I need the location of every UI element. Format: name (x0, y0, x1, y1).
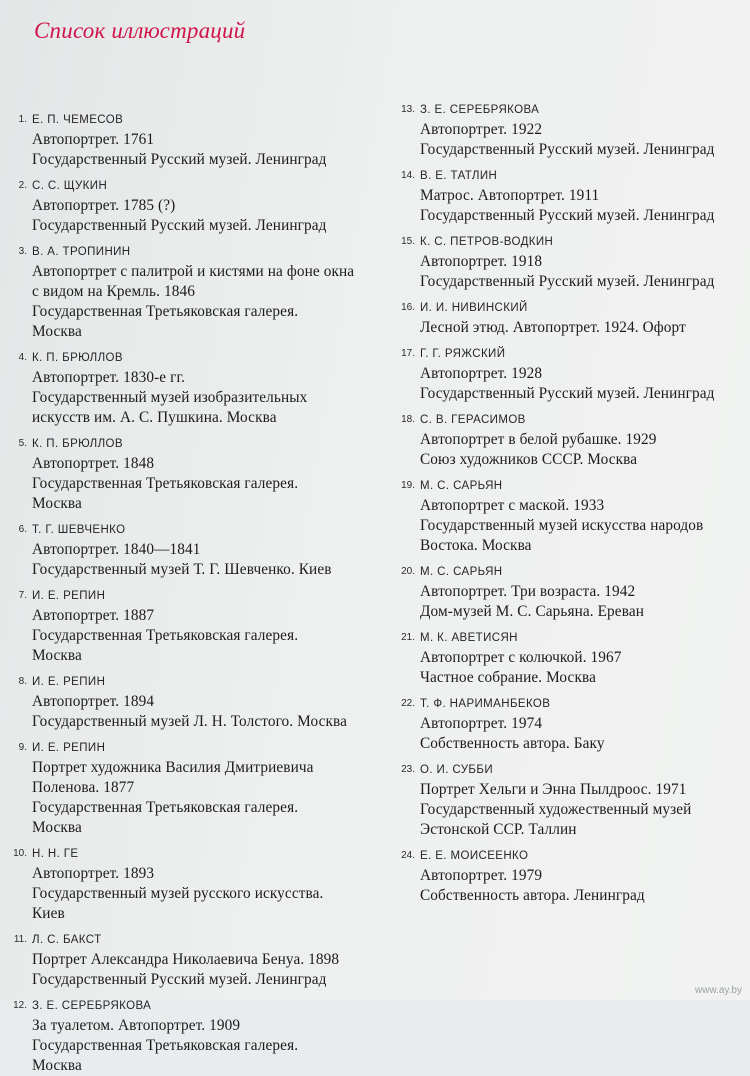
item-line: Государственный Русский музей. Ленинград (420, 141, 715, 158)
item-number: 11. (13, 934, 27, 945)
item-line: Государственный Русский музей. Ленинград (32, 971, 327, 988)
item-line: Автопортрет. 1974 (420, 715, 543, 732)
artist-name: С. С. ЩУКИН (32, 180, 108, 192)
list-item (12, 996, 382, 1076)
item-line: Автопортрет с колючкой. 1967 (420, 649, 622, 666)
item-line: Автопортрет. 1840—1841 (32, 541, 201, 558)
item-line: Автопортрет. 1848 (32, 455, 155, 472)
item-number: 7. (18, 590, 27, 601)
item-line: Автопортрет. 1887 (32, 607, 155, 624)
item-line: За туалетом. Автопортрет. 1909 (32, 1017, 241, 1034)
item-line: Государственный художественный музей (420, 801, 692, 818)
item-line: Собственность автора. Баку (420, 735, 605, 752)
list-item (398, 562, 750, 622)
item-line: Государственная Третьяковская галерея. (32, 799, 299, 816)
item-line: Москва (32, 1057, 82, 1074)
item-line: Государственная Третьяковская галерея. (32, 475, 299, 492)
item-line: искусств им. А. С. Пушкина. Москва (32, 409, 277, 426)
item-number: 13. (401, 104, 415, 115)
item-line: Москва (32, 819, 82, 836)
item-line: Портрет Хельги и Энна Пылдроос. 1971 (420, 781, 687, 798)
item-number: 12. (13, 1000, 27, 1011)
item-line: Государственный Русский музей. Ленинград (420, 207, 715, 224)
artist-name: М. С. САРЬЯН (420, 480, 503, 492)
item-line: Матрос. Автопортрет. 1911 (420, 187, 600, 204)
watermark: www.ay.by (694, 985, 742, 996)
item-line: Автопортрет в белой рубашке. 1929 (420, 431, 657, 448)
item-line: Автопортрет. 1785 (?) (32, 197, 176, 214)
artist-name: К. П. БРЮЛЛОВ (32, 438, 123, 450)
item-line: Государственный Русский музей. Ленинград (420, 385, 715, 402)
artist-name: М. К. АВЕТИСЯН (420, 632, 518, 644)
item-line: Государственный Русский музей. Ленинград (420, 273, 715, 290)
item-number: 1. (18, 114, 27, 125)
list-item (398, 344, 750, 404)
artist-name: Л. С. БАКСТ (32, 934, 102, 946)
item-line: Автопортрет. 1894 (32, 693, 155, 710)
item-line: Автопортрет. 1979 (420, 867, 543, 884)
artist-name: К. П. БРЮЛЛОВ (32, 352, 123, 364)
item-line: Лесной этюд. Автопортрет. 1924. Офорт (420, 319, 686, 336)
list-item (12, 586, 382, 666)
item-line: Автопортрет. 1918 (420, 253, 543, 270)
list-item (12, 672, 382, 732)
artist-name: Н. Н. ГЕ (32, 848, 79, 860)
artist-name: И. Е. РЕПИН (32, 676, 106, 688)
item-number: 21. (401, 632, 415, 643)
item-number: 17. (401, 348, 415, 359)
item-number: 5. (18, 438, 27, 449)
item-line: Собственность автора. Ленинград (420, 887, 645, 904)
item-line: Государственный Русский музей. Ленинград (32, 217, 327, 234)
list-item (12, 348, 382, 428)
item-number: 15. (401, 236, 415, 247)
item-line: Государственная Третьяковская галерея. (32, 627, 299, 644)
artist-name: К. С. ПЕТРОВ-ВОДКИН (420, 236, 554, 248)
item-line: Автопортрет с палитрой и кистями на фоне окна (32, 263, 355, 280)
item-line: с видом на Кремль. 1846 (32, 283, 195, 300)
item-line: Москва (32, 323, 82, 340)
item-line: Автопортрет. 1922 (420, 121, 543, 138)
artist-name: М. С. САРЬЯН (420, 566, 503, 578)
artist-name: З. Е. СЕРЕБРЯКОВА (32, 1000, 152, 1012)
list-item (398, 232, 750, 292)
artist-name: Е. Е. МОИСЕЕНКО (420, 850, 529, 862)
item-number: 24. (401, 850, 415, 861)
item-number: 4. (18, 352, 27, 363)
item-line: Дом-музей М. С. Сарьяна. Ереван (420, 603, 644, 620)
item-number: 19. (401, 480, 415, 491)
item-line: Союз художников СССР. Москва (420, 451, 638, 468)
item-line: Частное собрание. Москва (420, 669, 596, 686)
item-number: 8. (18, 676, 27, 687)
artist-name: И. И. НИВИНСКИЙ (420, 302, 528, 314)
item-number: 22. (401, 698, 415, 709)
list-item (12, 930, 382, 990)
artist-name: Е. П. ЧЕМЕСОВ (32, 114, 124, 126)
page-title: Список иллюстраций (34, 18, 246, 43)
item-number: 10. (13, 848, 27, 859)
item-line: Автопортрет. 1830-е гг. (32, 369, 186, 386)
list-item (398, 476, 750, 556)
item-line: Автопортрет. 1928 (420, 365, 543, 382)
list-item (12, 738, 382, 838)
list-item (398, 846, 750, 906)
item-line: Государственная Третьяковская галерея. (32, 1037, 299, 1054)
artist-name: В. А. ТРОПИНИН (32, 246, 131, 258)
item-line: Поленова. 1877 (32, 779, 135, 796)
item-number: 18. (401, 414, 415, 425)
list-item (12, 242, 382, 342)
illustrations-list-right (398, 100, 750, 906)
illustrations-list-left (12, 110, 382, 1076)
list-item (398, 694, 750, 754)
item-line: Государственный музей изобразительных (32, 389, 308, 406)
list-item (398, 100, 750, 160)
item-number: 3. (18, 246, 27, 257)
artist-name: И. Е. РЕПИН (32, 742, 106, 754)
item-number: 9. (18, 742, 27, 753)
artist-name: Т. Г. ШЕВЧЕНКО (32, 524, 126, 536)
list-item (398, 166, 750, 226)
item-line: Портрет художника Василия Дмитриевича (32, 759, 314, 776)
artist-name: Г. Г. РЯЖСКИЙ (420, 348, 506, 360)
artist-name: О. И. СУББИ (420, 764, 493, 776)
item-line: Государственный музей Л. Н. Толстого. Москва (32, 713, 348, 730)
item-line: Автопортрет. Три возраста. 1942 (420, 583, 636, 600)
item-number: 16. (401, 302, 415, 313)
list-item (398, 628, 750, 688)
artist-name: З. Е. СЕРЕБРЯКОВА (420, 104, 540, 116)
item-line: Киев (32, 905, 65, 922)
item-line: Автопортрет. 1893 (32, 865, 155, 882)
item-line: Государственный Русский музей. Ленинград (32, 151, 327, 168)
item-line: Автопортрет с маской. 1933 (420, 497, 605, 514)
item-line: Государственный музей Т. Г. Шевченко. Киев (32, 561, 332, 578)
item-number: 23. (401, 764, 415, 775)
item-number: 14. (401, 170, 415, 181)
list-item (398, 410, 750, 470)
item-line: Москва (32, 647, 82, 664)
artist-name: Т. Ф. НАРИМАНБЕКОВ (420, 698, 551, 710)
list-item (12, 176, 382, 236)
list-item (12, 110, 382, 170)
item-line: Государственный музей русского искусства. (32, 885, 324, 902)
artist-name: В. Е. ТАТЛИН (420, 170, 498, 182)
item-line: Эстонской ССР. Таллин (420, 821, 577, 838)
artist-name: С. В. ГЕРАСИМОВ (420, 414, 526, 426)
artist-name: И. Е. РЕПИН (32, 590, 106, 602)
list-item (12, 520, 382, 580)
item-number: 20. (401, 566, 415, 577)
item-line: Государственный музей искусства народов (420, 517, 704, 534)
item-number: 6. (18, 524, 27, 535)
item-line: Портрет Александра Николаевича Бенуа. 1898 (32, 951, 340, 968)
item-line: Автопортрет. 1761 (32, 131, 155, 148)
item-line: Востока. Москва (420, 537, 532, 554)
list-item (398, 760, 750, 840)
item-line: Государственная Третьяковская галерея. (32, 303, 299, 320)
item-number: 2. (18, 180, 27, 191)
list-item (12, 434, 382, 514)
list-item (398, 298, 750, 338)
item-line: Москва (32, 495, 82, 512)
list-item (12, 844, 382, 924)
